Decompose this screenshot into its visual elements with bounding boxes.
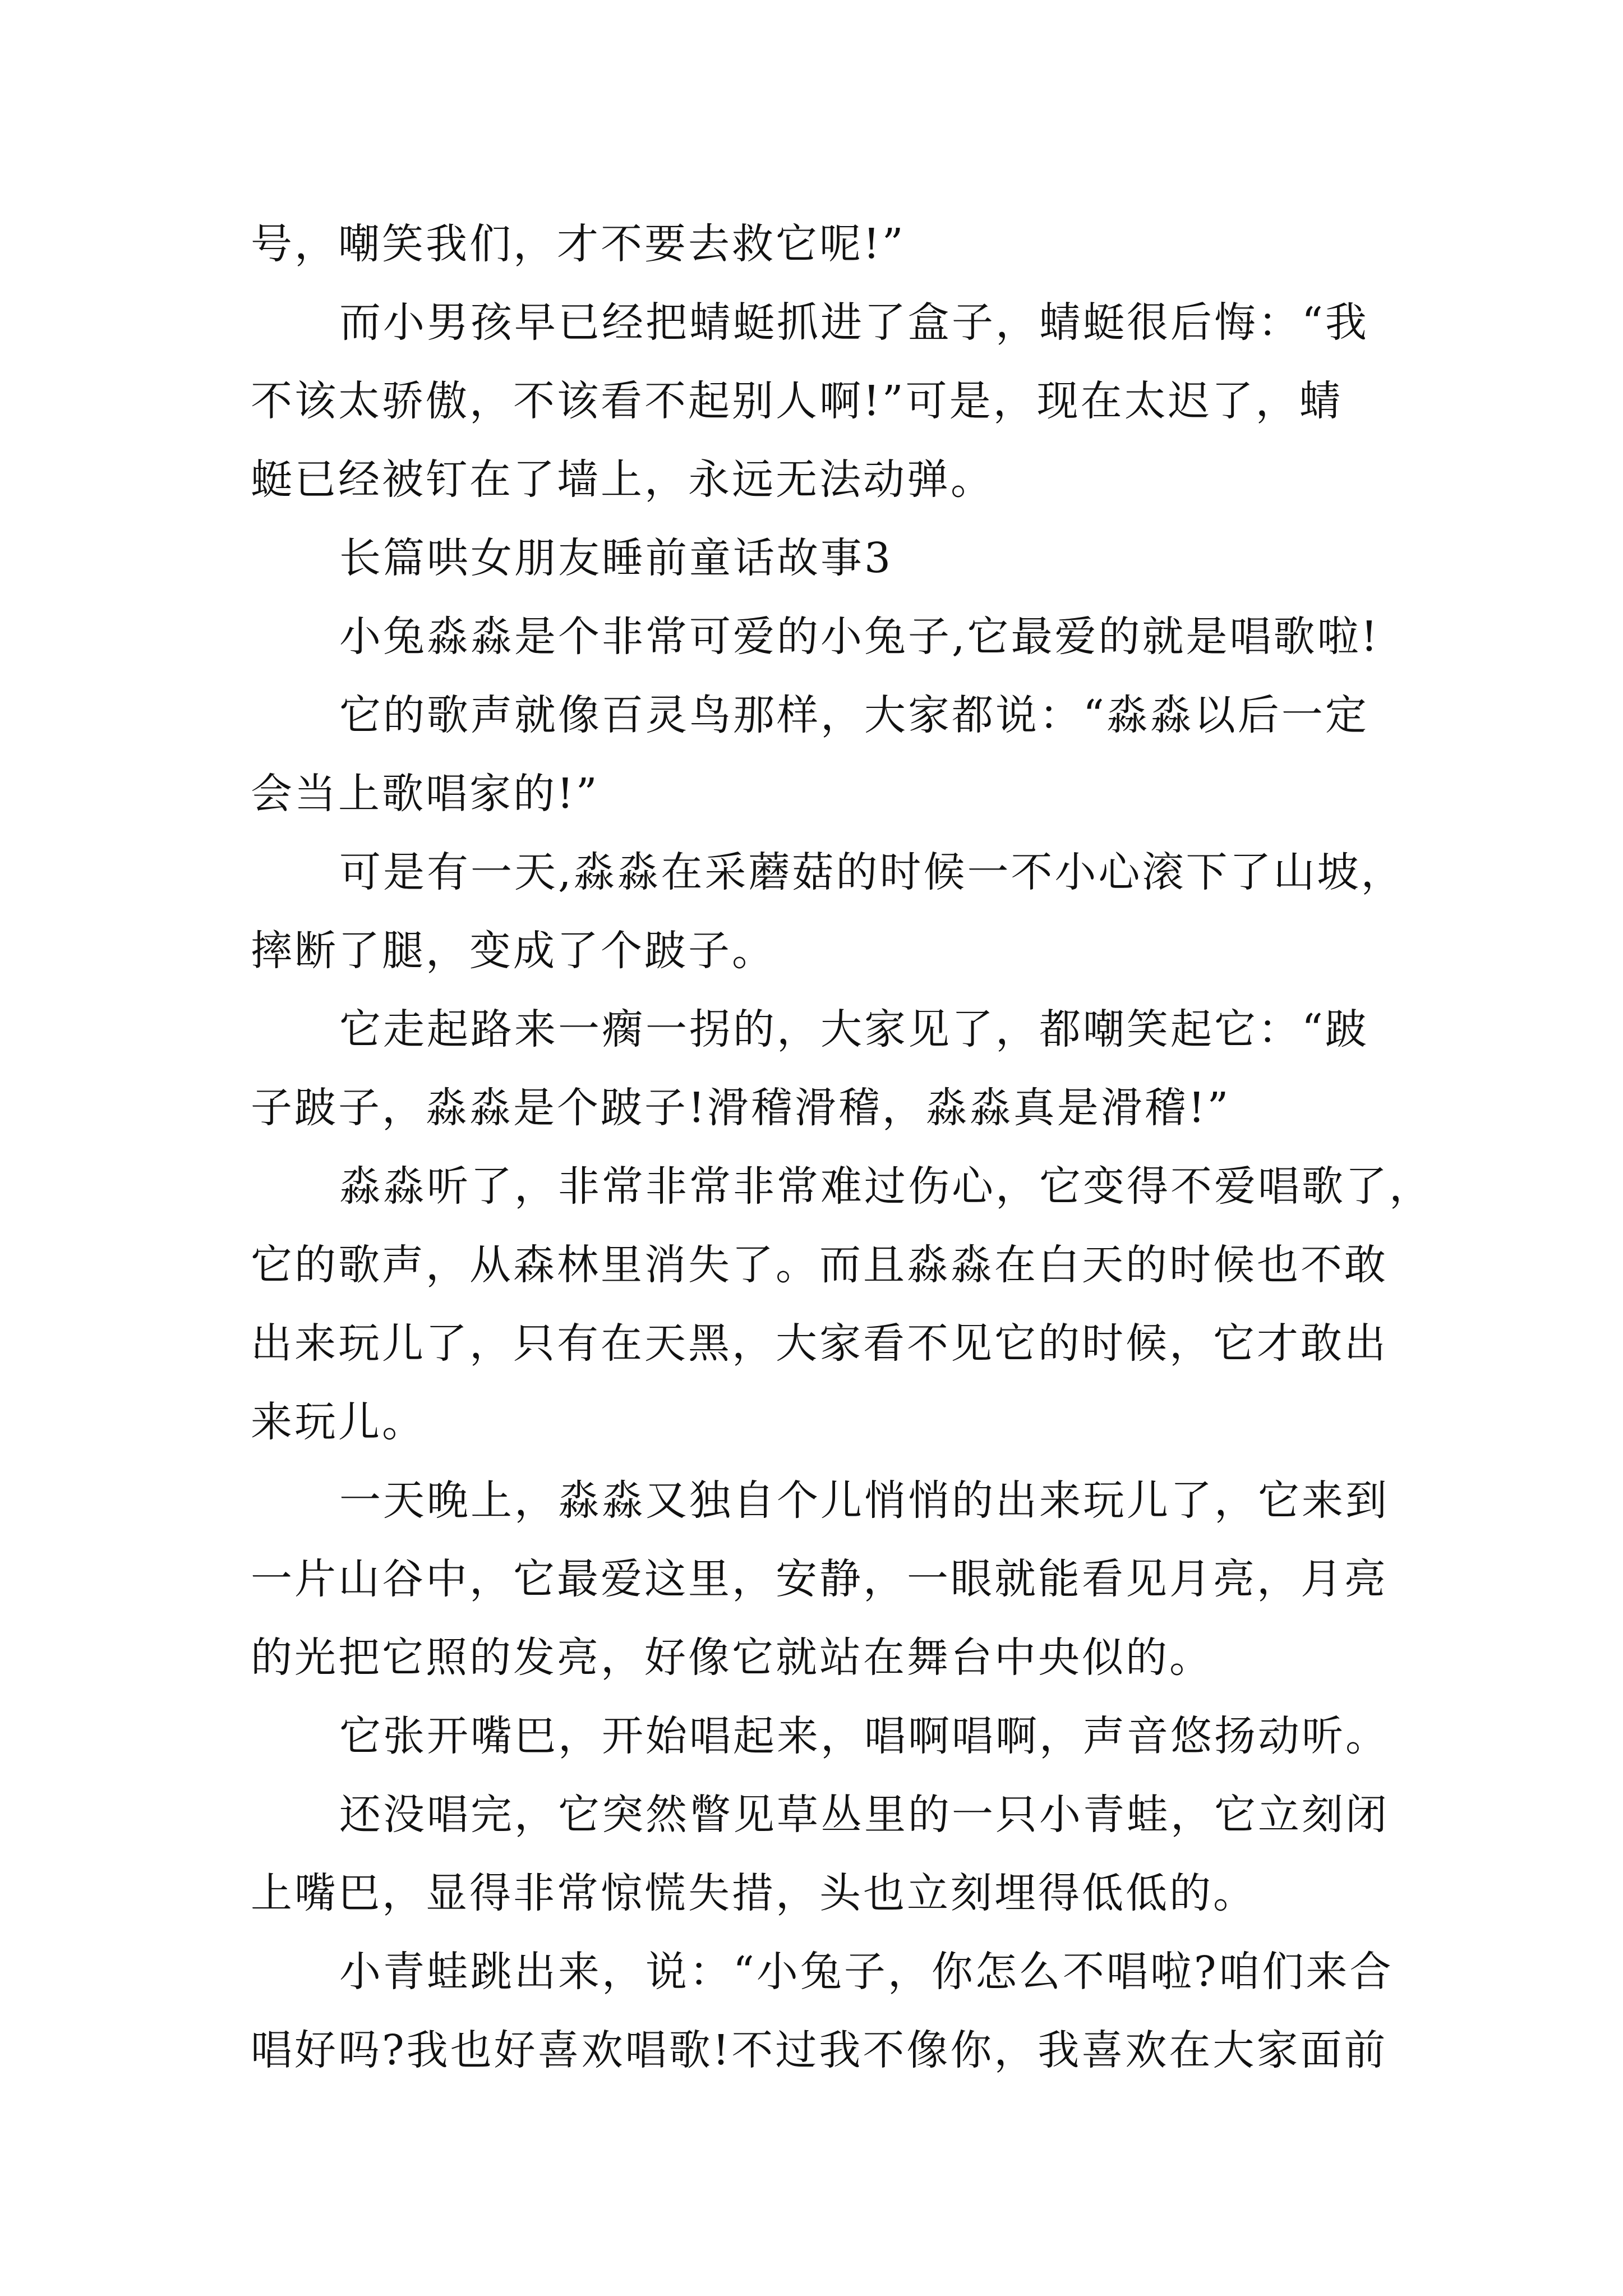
text-line: 的光把它照的发亮，好像它就站在舞台中央似的。 [251,1634,1213,1682]
text-line: 可是有一天,淼淼在采蘑菇的时候一不小心滚下了山坡， [339,848,1405,896]
paragraph [251,597,1406,676]
text-line: 它走起路来一瘸一拐的，大家见了，都嘲笑起它：“跛 [339,1005,1369,1053]
section-heading: 长篇哄女朋友睡前童话故事3 [339,534,893,582]
paragraph [251,676,1406,833]
text-line: 不该太骄傲，不该看不起别人啊!”可是，现在太迟了，蜻 [251,377,1343,425]
text-line: 上嘴巴，显得非常惊慌失措，头也立刻埋得低低的。 [251,1869,1257,1917]
paragraph [251,1775,1406,1932]
paragraph [251,1461,1406,1697]
paragraph [251,1147,1433,1461]
document-body [251,205,1433,2090]
paragraph [251,990,1406,1147]
text-line: 子跛子，淼淼是个跛子!滑稽滑稽，淼淼真是滑稽!” [251,1084,1231,1132]
text-line: 唱好吗?我也好喜欢唱歌!不过我不像你，我喜欢在大家面前 [251,2026,1388,2074]
text-line: 淼淼听了，非常非常非常难过伤心，它变得不爱唱歌了， [339,1162,1433,1211]
text-line: 它张开嘴巴，开始唱起来，唱啊唱啊，声音悠扬动听。 [339,1712,1389,1760]
text-line: 小青蛙跳出来，说：“小兔子，你怎么不唱啦?咱们来合 [339,1948,1394,1996]
text-line: 来玩儿。 [251,1398,426,1446]
paragraph [251,1932,1406,2090]
text-line: 一片山谷中，它最爱这里，安静，一眼就能看见月亮，月亮 [251,1555,1388,1603]
text-line: 一天晚上，淼淼又独自个儿悄悄的出来玩儿了，它来到 [339,1476,1389,1525]
text-line: 出来玩儿了，只有在天黑，大家看不见它的时候，它才敢出 [251,1319,1388,1368]
paragraph [251,205,1406,283]
paragraph [251,283,1406,519]
text-line: 摔断了腿，变成了个跛子。 [251,927,776,975]
text-line: 它的歌声就像百灵鸟那样，大家都说：“淼淼以后一定 [339,691,1369,739]
text-line: 会当上歌唱家的!” [251,770,600,818]
text-line: 它的歌声，从森林里消失了。而且淼淼在白天的时候也不敢 [251,1241,1388,1289]
text-line: 号，嘲笑我们，才不要去救它呢!” [251,220,906,268]
text-line: 蜓已经被钉在了墙上，永远无法动弹。 [251,455,994,504]
text-line: 还没唱完，它突然瞥见草丛里的一只小青蛙，它立刻闭 [339,1791,1389,1839]
paragraph [251,1697,1406,1775]
text-line: 而小男孩早已经把蜻蜓抓进了盒子，蜻蜓很后悔：“我 [339,298,1369,347]
text-line: 小兔淼淼是个非常可爱的小兔子,它最爱的就是唱歌啦! [339,613,1380,661]
paragraph [251,833,1406,990]
